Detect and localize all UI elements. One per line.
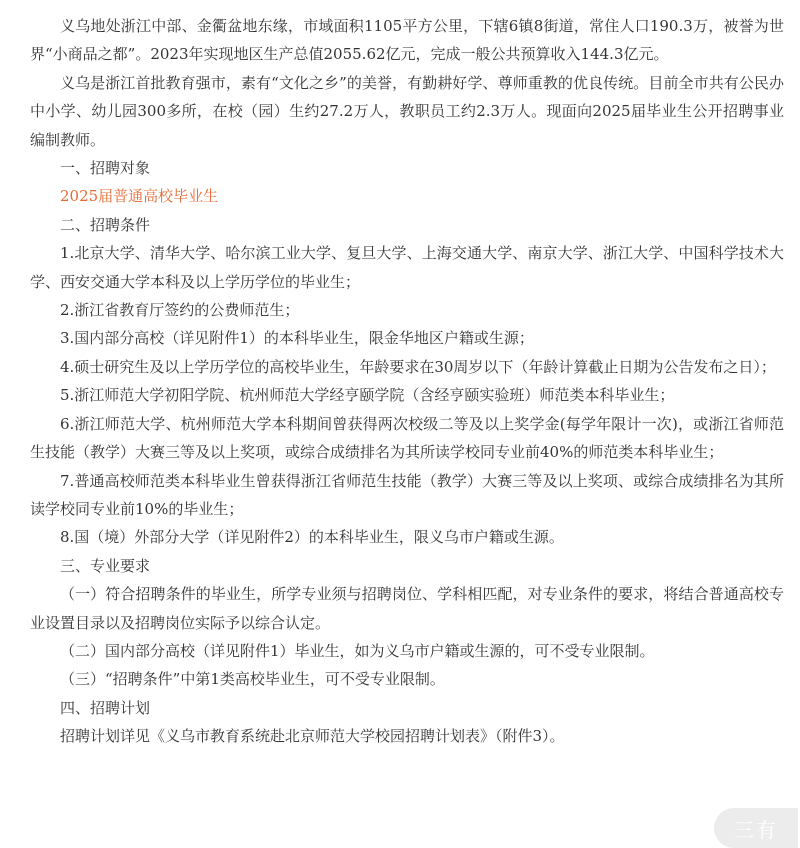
condition-item: 3.国内部分高校（详见附件1）的本科毕业生，限金华地区户籍或生源； (60, 329, 534, 348)
intro-paragraph-2: 义乌是浙江首批教育强市，素有“文化之乡”的美誉，有勤耕好学、尊师重教的优良传统。目前全市共有公民办中小学、幼儿园300多所，在校（园）生约27.2万人，教职员工约2.3万人。现面向2025届毕业生公开招聘事业编制教师。 (30, 73, 784, 149)
section-heading-major: 三、专业要求 (60, 556, 151, 575)
plan-text: 招聘计划详见《义乌市教育系统赴北京师范大学校园招聘计划表》（附件3）。 (60, 727, 565, 746)
condition-item: 6.浙江师范大学、杭州师范大学本科期间曾获得两次校级二等及以上奖学金(每学年限计一次)，或浙江省师范生技能（教学）大赛三等及以上奖项，或综合成绩排名为其所读学校同专业前40%的师范类本科毕业生； (30, 414, 784, 462)
major-requirement-item: （一）符合招聘条件的毕业生，所学专业须与招聘岗位、学科相匹配，对专业条件的要求，将结合普通高校专业设置目录以及招聘岗位实际予以综合认定。 (30, 585, 784, 632)
condition-item: 1.北京大学、清华大学、哈尔滨工业大学、复旦大学、上海交通大学、南京大学、浙江大学、中国科学技术大学、西安交通大学本科及以上学历学位的毕业生； (30, 244, 784, 291)
condition-item: 4.硕士研究生及以上学历学位的高校毕业生，年龄要求在30周岁以下（年龄计算截止日期为公告发布之日）； (60, 357, 776, 376)
recruit-target-text: 2025届普通高校毕业生 (60, 187, 219, 206)
section-heading-plan: 四、招聘计划 (60, 698, 151, 717)
section-heading-recruit-target: 一、招聘对象 (60, 159, 151, 178)
condition-item: 8.国（境）外部分大学（详见附件2）的本科毕业生，限义乌市户籍或生源。 (60, 528, 564, 547)
watermark-logo: 三有 (714, 808, 798, 848)
section-heading-conditions: 二、招聘条件 (60, 215, 151, 234)
condition-item: 5.浙江师范大学初阳学院、杭州师范大学经亨颐学院（含经亨颐实验班）师范类本科毕业生； (60, 386, 675, 405)
condition-item: 2.浙江省教育厅签约的公费师范生； (60, 301, 300, 320)
intro-paragraph-1: 义乌地处浙江中部、金衢盆地东缘，市域面积1105平方公里，下辖6镇8街道，常住人口190.3万，被誉为世界“小商品之都”。2023年实现地区生产总值2055.62亿元，完成一般公共预算收入144.3亿元。 (30, 17, 784, 64)
major-requirement-item: （二）国内部分高校（详见附件1）毕业生，如为义乌市户籍或生源的，可不受专业限制。 (60, 641, 655, 660)
condition-item: 7.普通高校师范类本科毕业生曾获得浙江省师范生技能（教学）大赛三等及以上奖项、或综合成绩排名为其所读学校同专业前10%的毕业生； (30, 471, 784, 518)
major-requirement-item: （三）“招聘条件”中第1类高校毕业生，可不受专业限制。 (60, 670, 445, 689)
